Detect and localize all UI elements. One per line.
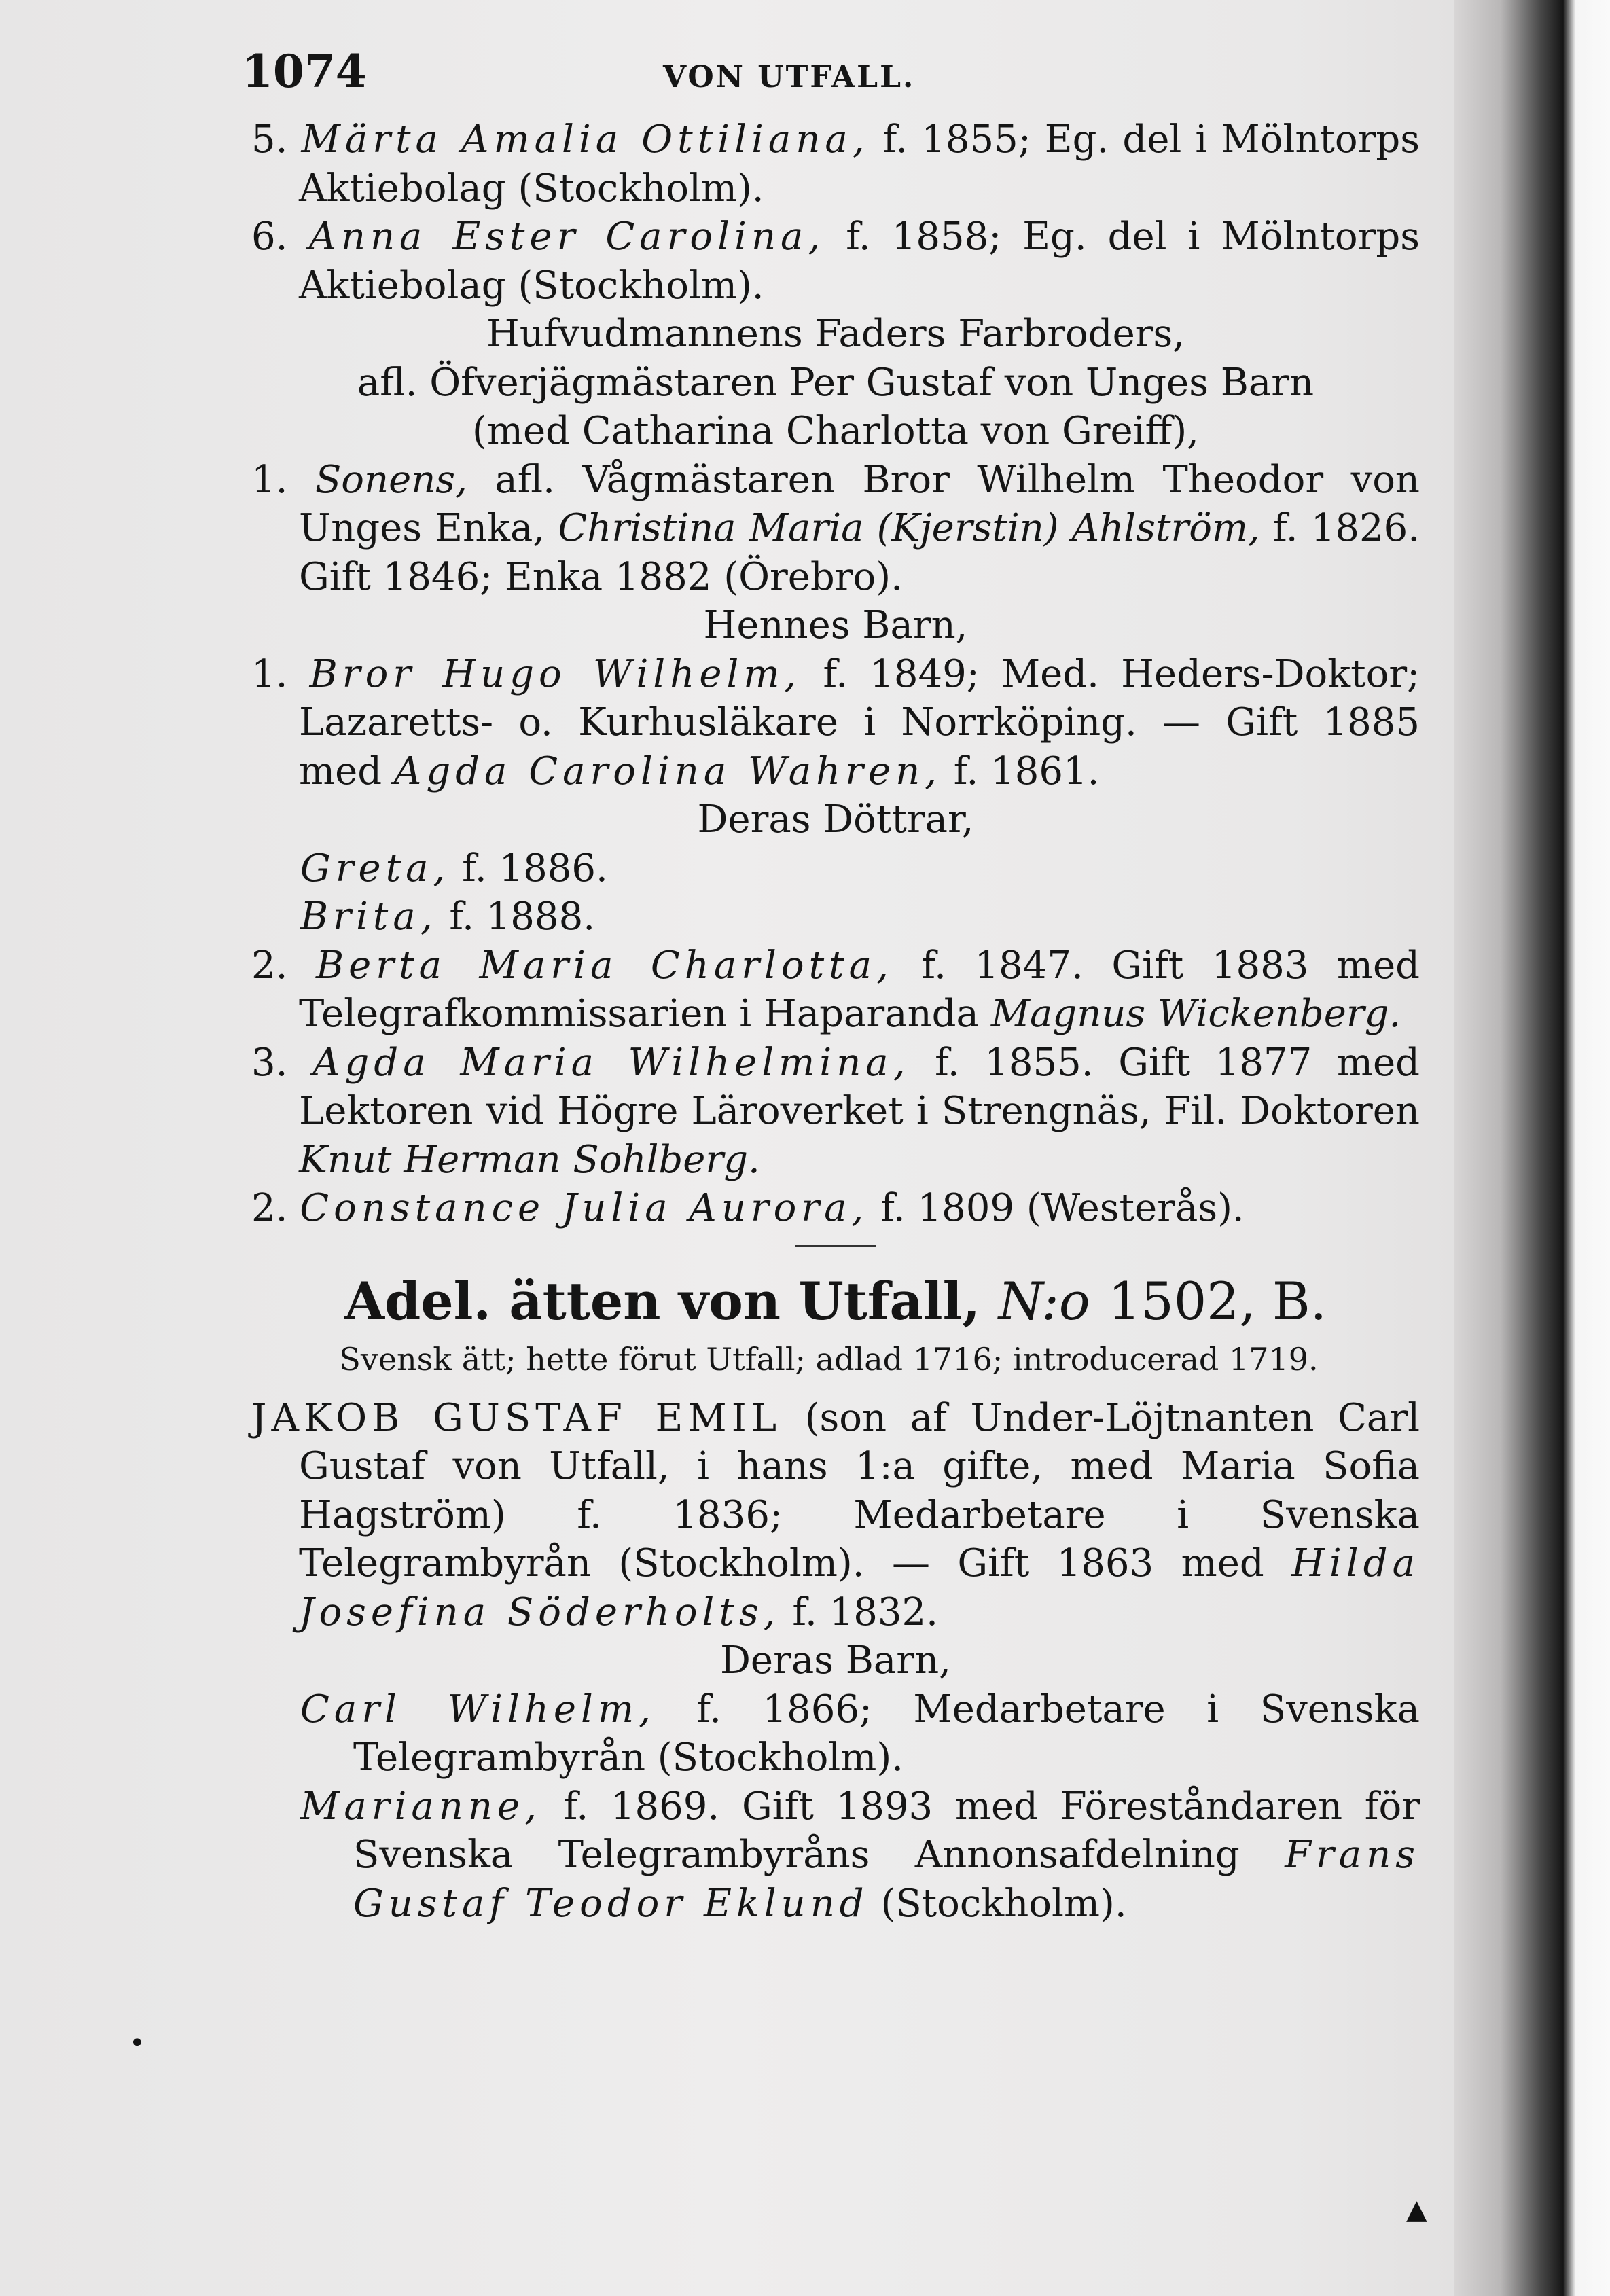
entry-number: 6. — [251, 215, 288, 259]
entry — [251, 1394, 1420, 1637]
entry-number: 3. — [251, 1040, 288, 1085]
entry-number: 5. — [251, 118, 288, 162]
entry-text: (Stockholm). — [880, 1881, 1127, 1926]
entry — [251, 893, 1420, 941]
entry-name: Marianne, — [300, 1784, 541, 1829]
running-title: VON UTFALL. — [663, 60, 916, 94]
entry-text: f. 1858; Eg. del i Mölntorps Aktiebolag (Stockholm). — [299, 215, 1420, 308]
entry-name: Carl Wilhelm, — [300, 1687, 656, 1732]
section-heading: Hufvudmannens Faders Farbroders, — [486, 312, 1185, 356]
entry-text: afl. Vågmästaren Bror Wilhelm Theodor von Unges Enka, — [299, 457, 1420, 550]
number-label: N:o — [998, 1270, 1090, 1331]
running-head — [242, 45, 1420, 115]
head-name: JAKOB GUSTAF EMIL — [251, 1395, 782, 1440]
family-number: 1502, B. — [1108, 1270, 1327, 1331]
entry-text: f. 1886. — [462, 846, 608, 891]
entry-text: f. 1809 (Westerås). — [880, 1186, 1245, 1230]
entry-text: f. 1888. — [449, 895, 595, 939]
divider — [795, 1245, 876, 1247]
spouse-name: Hilda Josefina Söderholts, — [299, 1541, 1420, 1634]
entry-name: Brita, — [300, 895, 437, 939]
entry-name: Christina Maria (Kjerstin) Ahlström, — [558, 506, 1260, 550]
entry — [251, 650, 1420, 796]
entry — [251, 1685, 1420, 1782]
entry-text: f. 1866; Medarbetare i Svenska Telegrambyrån (Stockholm). — [353, 1687, 1420, 1780]
section-heading: Hennes Barn, — [703, 603, 968, 647]
entry-name: Greta, — [300, 846, 450, 891]
spouse-name: Agda Carolina Wahren, — [393, 749, 942, 793]
entry — [251, 115, 1420, 213]
entry-name: Agda Maria Wilhelmina, — [312, 1040, 910, 1085]
entry-name: Märta Amalia Ottiliana, — [301, 118, 870, 162]
spouse-name: Knut Herman Sohlberg. — [299, 1137, 760, 1182]
entry — [251, 1039, 1420, 1185]
entry-name: Bror Hugo Wilhelm, — [309, 651, 802, 696]
entry — [251, 1184, 1420, 1233]
spouse-name: Magnus Wickenberg. — [990, 992, 1401, 1036]
stray-mark: ▲ — [1406, 2194, 1427, 2225]
entry-text: f. 1855. Gift 1877 med Lektoren vid Högre Läroverket i Strengnäs, Fil. Doktoren — [299, 1040, 1420, 1133]
page-number: 1074 — [242, 45, 367, 98]
book-binding-edge — [1454, 0, 1610, 2296]
entry-number: 1. — [251, 457, 288, 502]
section-heading: afl. Öfverjägmästaren Per Gustaf von Unges Barn — [357, 360, 1314, 405]
entry-text: f. 1855; Eg. del i Mölntorps Aktiebolag (Stockholm). — [299, 118, 1420, 211]
entry-text: (son af Under-Löjtnanten Carl Gustaf von Utfall, i hans 1:a gifte, med Maria Sofia Hagström) f. 1836; Medarbetare i Svenska Telegrambyrån (Stockholm). — Gift 1863 med — [299, 1395, 1420, 1585]
entry-text: f. 1861. — [953, 749, 1100, 793]
entry-name: Constance Julia Aurora, — [300, 1186, 869, 1230]
entry — [251, 213, 1420, 310]
entry-label: Sonens, — [315, 457, 467, 502]
family-subtitle: Svensk ätt; hette förut Utfall; adlad 1716; introducerad 1719. — [339, 1340, 1319, 1378]
family-title — [251, 1268, 1420, 1335]
entry-text: f. 1826. Gift 1846; Enka 1882 (Örebro). — [299, 506, 1420, 599]
page-text — [242, 45, 1420, 1928]
entry-text: f. 1832. — [792, 1590, 938, 1634]
stray-mark: • — [129, 2028, 145, 2059]
family-name: Adel. ätten von Utfall, — [344, 1270, 981, 1331]
entry-number: 2. — [251, 1186, 288, 1230]
entry-name: Berta Maria Charlotta, — [316, 943, 893, 988]
entry — [251, 941, 1420, 1039]
entry-text: f. 1869. Gift 1893 med Föreståndaren för Svenska Telegrambyråns Annonsafdelning — [353, 1784, 1420, 1877]
entry — [251, 844, 1420, 893]
section-heading: Deras Döttrar, — [697, 797, 974, 842]
entry-number: 1. — [251, 651, 288, 696]
section-heading: (med Catharina Charlotta von Greiff), — [472, 409, 1199, 453]
entry-name: Anna Ester Carolina, — [308, 215, 825, 259]
entry — [251, 456, 1420, 602]
spouse-name: Frans Gustaf Teodor Eklund — [353, 1833, 1420, 1926]
section-heading: Deras Barn, — [720, 1638, 951, 1683]
entry-text: f. 1847. Gift 1883 med Telegrafkommissarien i Haparanda — [299, 943, 1420, 1036]
entry-number: 2. — [251, 943, 288, 988]
entry — [251, 1782, 1420, 1929]
entry-text: f. 1849; Med. Heders-Doktor; Lazaretts- o. Kurhusläkare i Norrköping. — Gift 1885 med — [299, 651, 1420, 793]
